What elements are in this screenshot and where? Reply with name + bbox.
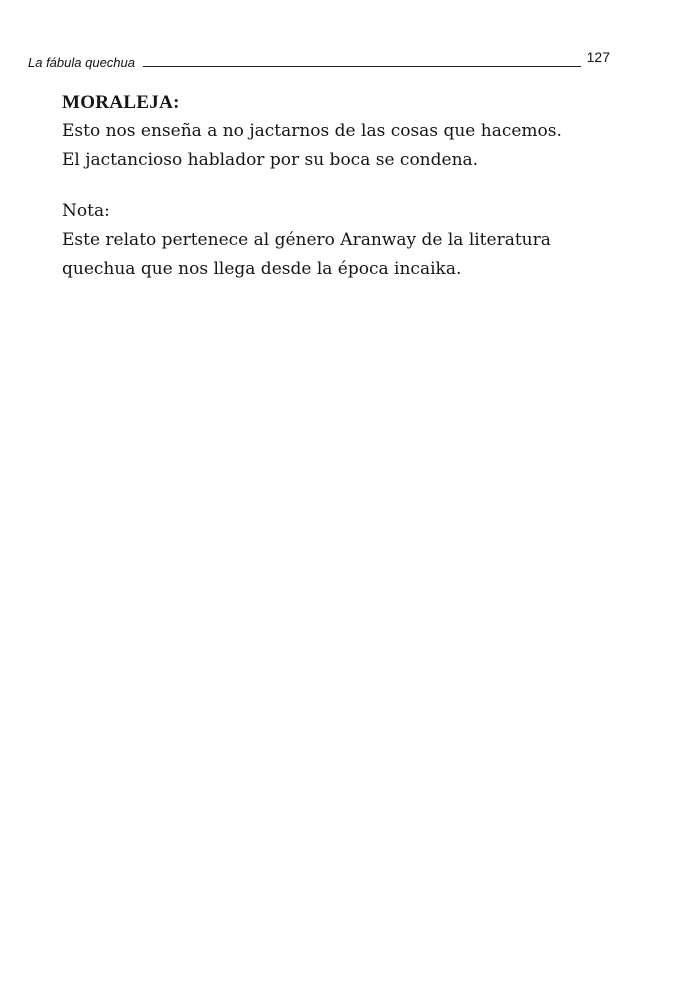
- page-number: 127: [586, 49, 610, 65]
- header-rule: [143, 66, 581, 67]
- moraleja-line-2: El jactancioso hablador por su boca se condena.: [62, 150, 479, 170]
- paragraph-gap: [62, 175, 622, 197]
- page-body: [62, 88, 622, 284]
- running-header: [28, 50, 610, 70]
- nota-heading: Nota:: [62, 201, 110, 221]
- moraleja-heading: MORALEJA:: [62, 92, 180, 113]
- nota-line-1: Este relato pertenece al género Aranway de la literatura: [62, 230, 551, 250]
- running-header-title: La fábula quechua: [28, 55, 135, 70]
- nota-line-2: quechua que nos llega desde la época incaika.: [62, 259, 462, 279]
- moraleja-line-1: Esto nos enseña a no jactarnos de las cosas que hacemos.: [62, 121, 562, 141]
